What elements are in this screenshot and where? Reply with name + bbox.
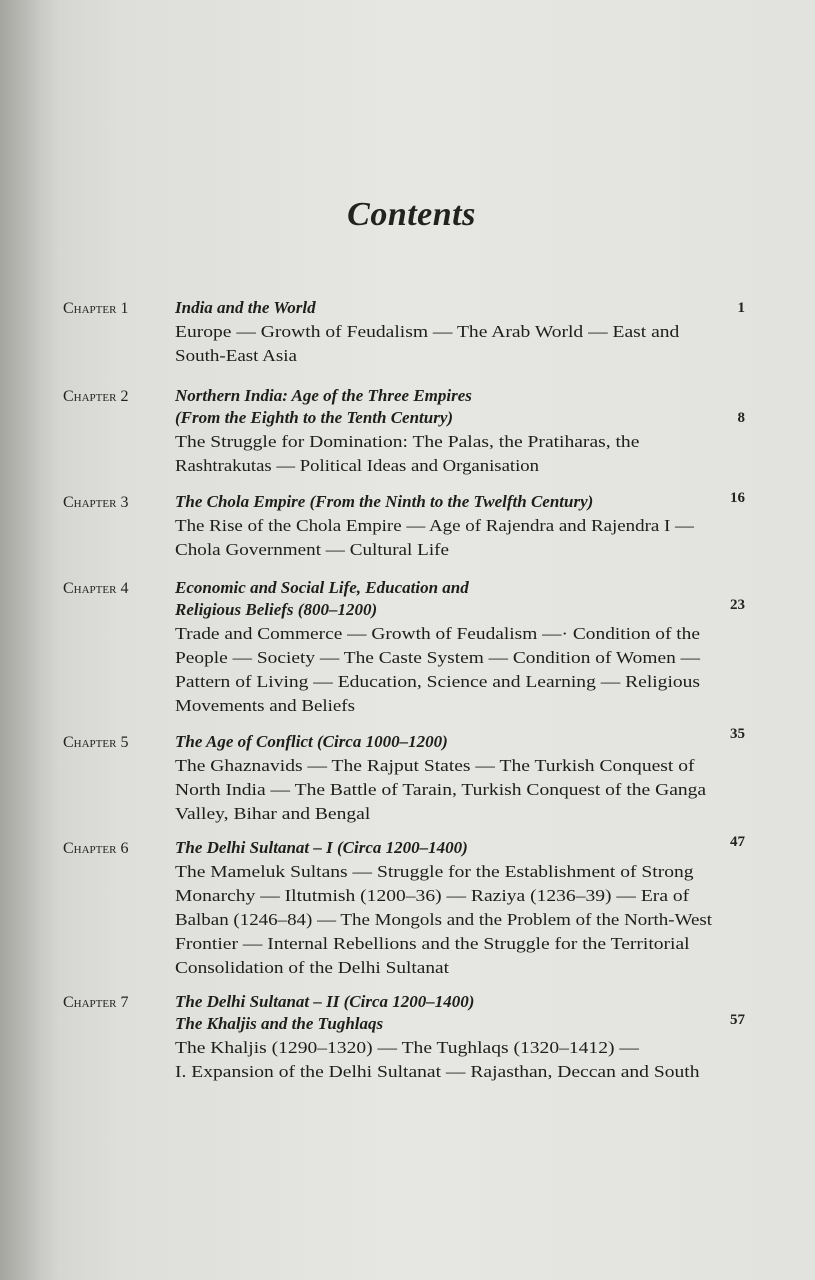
chapter-description-line: Rashtrakutas — Political Ideas and Organisation xyxy=(175,456,539,475)
chapter-title: Religious Beliefs (800–1200) xyxy=(175,600,378,619)
page-number: 23 xyxy=(730,597,745,613)
page-number: 47 xyxy=(730,834,745,850)
chapter-description-line: North India — The Battle of Tarain, Turkish Conquest of the Ganga xyxy=(175,780,707,799)
chapter-title: The Delhi Sultanat – II (Circa 1200–1400) xyxy=(175,992,475,1011)
chapter-label: Chapter 3 xyxy=(63,494,129,511)
chapter-description-line: The Rise of the Chola Empire — Age of Rajendra and Rajendra I — xyxy=(175,516,694,535)
chapter-title: Economic and Social Life, Education and xyxy=(175,578,469,597)
chapter-description-line: Consolidation of the Delhi Sultanat xyxy=(175,958,449,977)
chapter-description-line: The Mameluk Sultans — Struggle for the Establishment of Strong xyxy=(175,862,694,881)
page-spine-shadow xyxy=(0,0,60,1280)
chapter-description-line: Pattern of Living — Education, Science and Learning — Religious xyxy=(175,672,700,691)
page-number: 35 xyxy=(730,726,745,742)
chapter-title: Northern India: Age of the Three Empires xyxy=(175,386,472,405)
chapter-description-line: Valley, Bihar and Bengal xyxy=(175,804,371,823)
chapter-description-line: Movements and Beliefs xyxy=(175,696,355,715)
page-number: 16 xyxy=(730,490,745,506)
chapter-description-line: People — Society — The Caste System — Condition of Women — xyxy=(175,648,700,667)
chapter-description-line: The Struggle for Domination: The Palas, the Pratiharas, the xyxy=(175,432,640,451)
chapter-description-line: Chola Government — Cultural Life xyxy=(175,540,449,559)
chapter-label: Chapter 2 xyxy=(63,388,129,405)
chapter-title: The Chola Empire (From the Ninth to the Twelfth Century) xyxy=(175,492,594,511)
chapter-title: The Khaljis and the Tughlaqs xyxy=(175,1014,384,1033)
chapter-description-line: Frontier — Internal Rebellions and the Struggle for the Territorial xyxy=(175,934,690,953)
chapter-label: Chapter 6 xyxy=(63,840,129,857)
chapter-label: Chapter 1 xyxy=(63,300,129,317)
chapter-description-line: I. Expansion of the Delhi Sultanat — Rajasthan, Deccan and South xyxy=(175,1062,700,1081)
page-number: 1 xyxy=(737,300,745,316)
chapter-title: The Age of Conflict (Circa 1000–1200) xyxy=(175,732,448,751)
chapter-title: India and the World xyxy=(175,298,316,317)
page-number: 57 xyxy=(730,1012,745,1028)
chapter-description-line: Monarchy — Iltutmish (1200–36) — Raziya (1236–39) — Era of xyxy=(175,886,690,905)
chapter-title: The Delhi Sultanat – I (Circa 1200–1400) xyxy=(175,838,468,857)
chapter-description-line: South-East Asia xyxy=(175,346,297,365)
chapter-label: Chapter 7 xyxy=(63,994,129,1011)
chapter-description-line: Balban (1246–84) — The Mongols and the Problem of the North-West xyxy=(175,910,712,929)
chapter-label: Chapter 5 xyxy=(63,734,129,751)
chapter-description-line: Trade and Commerce — Growth of Feudalism —· Condition of the xyxy=(175,624,700,643)
chapter-description-line: The Ghaznavids — The Rajput States — The Turkish Conquest of xyxy=(175,756,695,775)
page-number: 8 xyxy=(737,410,745,426)
chapter-label: Chapter 4 xyxy=(63,580,129,597)
chapter-title: (From the Eighth to the Tenth Century) xyxy=(175,408,454,427)
page-title: Contents xyxy=(347,196,476,233)
chapter-description-line: The Khaljis (1290–1320) — The Tughlaqs (1320–1412) — xyxy=(175,1038,639,1057)
chapter-description-line: Europe — Growth of Feudalism — The Arab World — East and xyxy=(175,322,680,341)
